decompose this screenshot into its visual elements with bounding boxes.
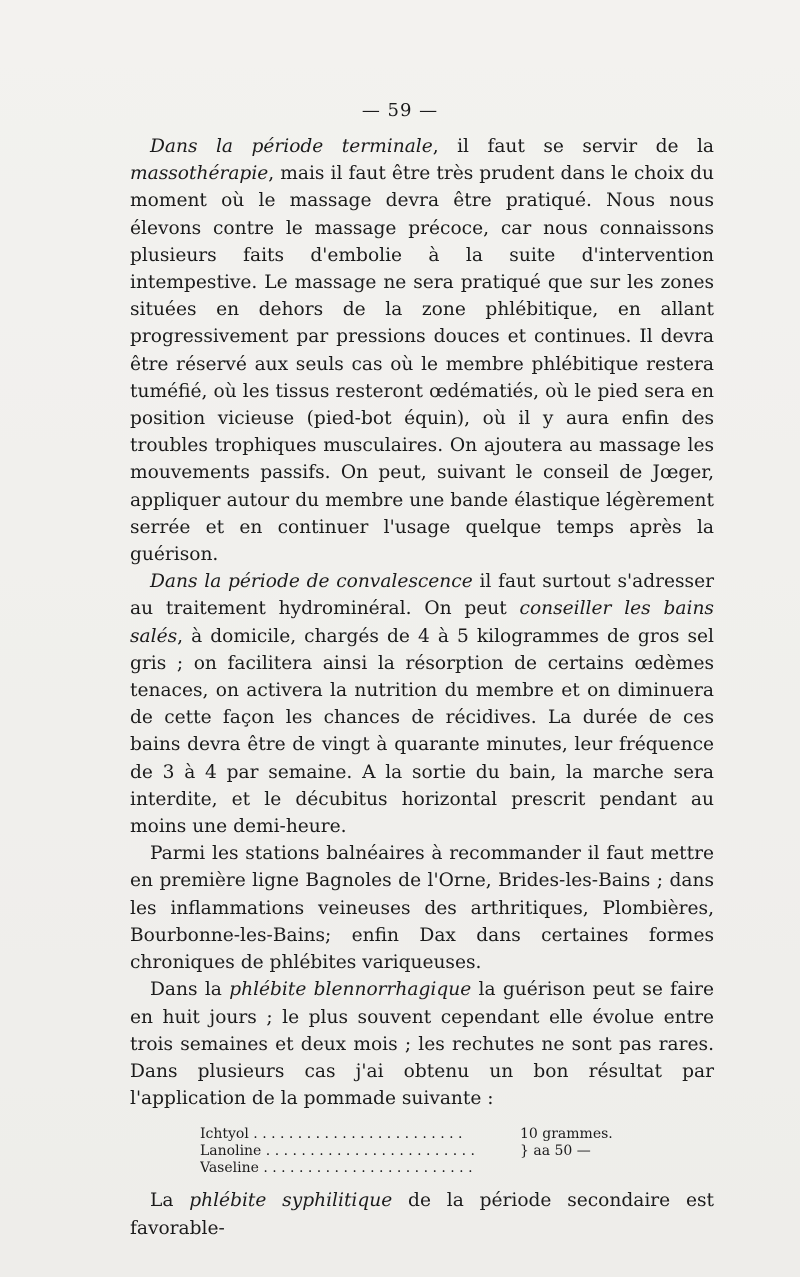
paragraph-stations (130, 840, 714, 976)
page-body (130, 133, 714, 1242)
italic-term: conseiller les bains salés (130, 598, 714, 647)
italic-term: phlébite blennorrhagique (229, 979, 472, 1001)
recipe-ingredient: Vaseline . . . (200, 1160, 510, 1177)
paragraph-convalescence (130, 568, 714, 840)
text-run: , mais il faut être très prudent dans le choix du moment où le massage devra être pratiqué. Nous nous élevons contre le massage précoce, car nous connaissons plusieurs faits d'embolie à la suite d'intervention intempestive. Le massage ne sera pratiqué que sur les zones situées en dehors de la zone phlébitique, en allant progressivement par pressions douces et continues. Il devra être réservé aux seuls cas où le membre phlébitique restera tuméfié, où les tissus resteront œdématiés, où le pied sera en position vicieuse (pied-bot équin), où il y aura enfin des troubles trophiques musculaires. On ajoutera au massage les mouvements passifs. On peut, suivant le conseil de Jœger, appliquer autour du membre une bande élastique légèrement serrée et en continuer l'usage quelque temps après la guérison. (130, 163, 714, 566)
recipe-row (200, 1160, 660, 1177)
recipe-ingredient: Ichtyol . . . (200, 1126, 510, 1143)
recipe-quantity: 10 grammes. (520, 1126, 613, 1143)
text-run: Parmi les stations balnéaires à recommander il faut mettre en première ligne Bagnoles de l'Orne, Brides-les-Bains ; dans les inflammations veineuses des arthritiques, Plombières, Bourbonne-les-Bains; enfin Dax dans certaines formes chroniques de phlébites variqueuses. (130, 843, 714, 974)
text-run: , à domicile, chargés de 4 à 5 kilogrammes de gros sel gris ; on facilitera ainsi la résorption de certains œdèmes tenaces, on activera la nutrition du membre et on diminuera de cette façon les chances de récidives. La durée de ces bains devra être de vingt à quarante minutes, leur fréquence de 3 à 4 par semaine. A la sortie du bain, la marche sera interdite, et le décubitus horizontal prescrit pendant au moins une demi-heure. (130, 625, 714, 838)
italic-term: Dans la période terminale (150, 136, 433, 157)
recipe-row (200, 1143, 660, 1160)
recipe-list (200, 1126, 660, 1177)
italic-term: Dans la période de convalescence (150, 571, 473, 593)
text-run: Dans la (150, 979, 230, 1001)
text-run: il faut surtout s'adresser au traitement hydrominéral. On peut (130, 571, 714, 620)
paragraph-blennorrhagique (130, 976, 714, 1112)
text-run: la guérison peut se faire en huit jours ; le plus souvent cependant elle évolue entre trois semaines et deux mois ; les rechutes ne sont pas rares. Dans plusieurs cas j'ai obtenu un bon résultat par l'application de la pommade suivante : (130, 979, 714, 1110)
page-number: — 59 — (361, 100, 439, 121)
recipe-ingredient: Lanoline . . . (200, 1143, 510, 1160)
text-run: La (150, 1190, 190, 1212)
italic-term: phlébite syphilitique (189, 1190, 393, 1212)
recipe-row (200, 1126, 660, 1143)
paragraph-syphilitique (130, 1187, 714, 1241)
text-run: de la période secondaire est favorable- (130, 1190, 714, 1239)
paragraph-terminal-period (130, 133, 714, 568)
recipe-quantity: } aa 50 — (520, 1143, 591, 1160)
text-run: , il faut se servir de la (432, 136, 714, 157)
italic-term: massothérapie (130, 163, 269, 185)
